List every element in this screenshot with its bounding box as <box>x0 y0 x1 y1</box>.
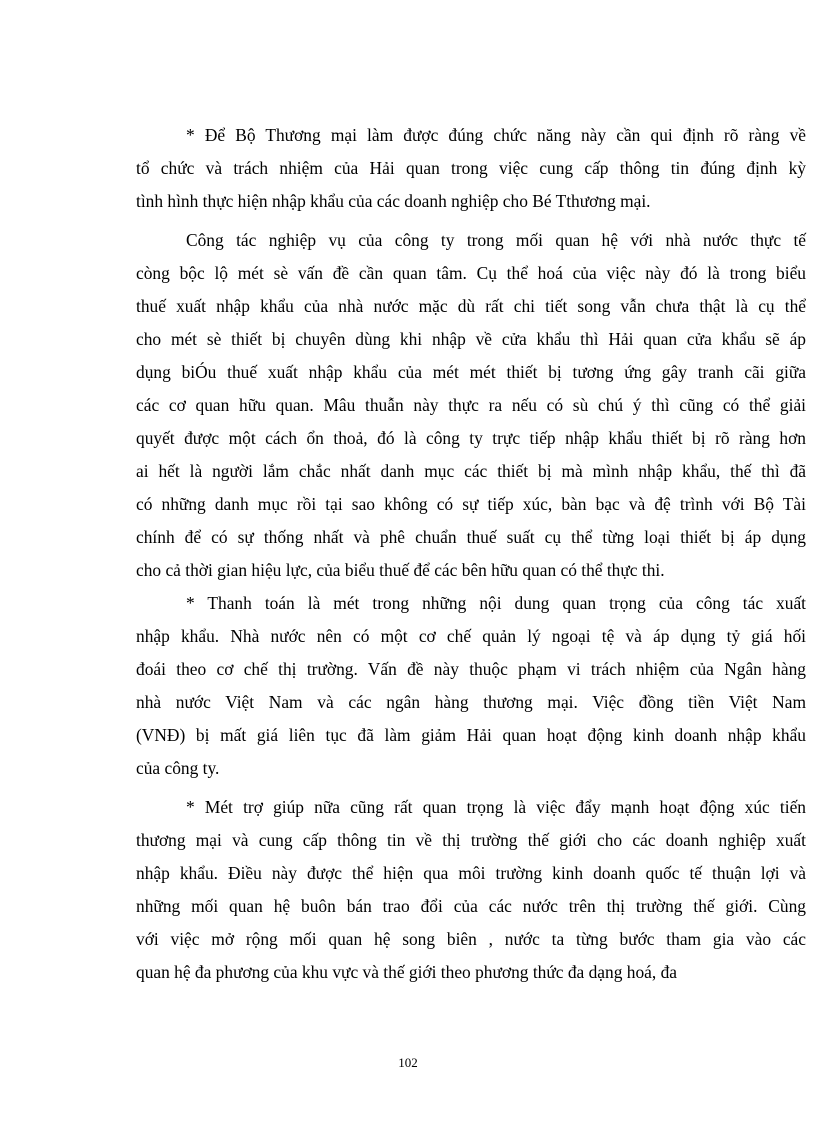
text-line: cho mét sè thiết bị chuyên dùng khi nhập về cửa khẩu thì Hải quan cửa khẩu sẽ áp <box>136 329 806 349</box>
text-line: thuế xuất nhập khẩu của nhà nước mặc dù rất chi tiết song vẫn chưa thật là cụ thể <box>136 296 806 316</box>
text-line: quan hệ đa phương của khu vực và thế giới theo phương thức đa dạng hoá, đa <box>136 962 677 982</box>
text-line: nhập khẩu. Điều này được thể hiện qua môi trường kinh doanh quốc tế thuận lợi và <box>136 863 806 883</box>
text-line: nhập khẩu. Nhà nước nên có một cơ chế quản lý ngoại tệ và áp dụng tỷ giá hối <box>136 626 806 646</box>
text-line: những mối quan hệ buôn bán trao đổi của các nước trên thị trường thế giới. Cùng <box>136 896 806 916</box>
text-line: các cơ quan hữu quan. Mâu thuẫn này thực ra nếu có sù chú ý thì cũng có thể giải <box>136 395 806 415</box>
text-line: ai hết là người lắm chắc nhất danh mục các thiết bị mà mình nhập khẩu, thế thì đã <box>136 461 806 481</box>
text-line: cho cả thời gian hiệu lực, của biểu thuế để các bên hữu quan có thể thực thi. <box>136 560 665 580</box>
text-line: thương mại và cung cấp thông tin về thị trường thế giới cho các doanh nghiệp xuất <box>136 830 806 850</box>
text-line: có những danh mục rồi tại sao không có sự tiếp xúc, bàn bạc và đệ trình với Bộ Tài <box>136 494 806 514</box>
text-line: đoái theo cơ chế thị trường. Vấn đề này thuộc phạm vi trách nhiệm của Ngân hàng <box>136 659 806 679</box>
text-line: quyết được một cách ổn thoả, đó là công ty trực tiếp nhập khẩu thiết bị rõ ràng hơn <box>136 428 806 448</box>
text-line: với việc mở rộng mối quan hệ song biên , nước ta từng bước tham gia vào các <box>136 929 806 949</box>
text-line: * Để Bộ Thương mại làm được đúng chức năng này cần qui định rõ ràng về <box>186 125 806 145</box>
text-line: của công ty. <box>136 758 220 778</box>
text-line: tình hình thực hiện nhập khẩu của các doanh nghiệp cho Bé Tthương mại. <box>136 191 651 211</box>
text-line: còng bộc lộ mét sè vấn đề cần quan tâm. Cụ thể hoá của việc này đó là trong biểu <box>136 263 806 283</box>
text-line: (VNĐ) bị mất giá liên tục đã làm giảm Hải quan hoạt động kinh doanh nhập khẩu <box>136 725 806 745</box>
text-line: * Mét trợ giúp nữa cũng rất quan trọng là việc đẩy mạnh hoạt động xúc tiến <box>186 797 806 817</box>
text-line: Công tác nghiệp vụ của công ty trong mối quan hệ với nhà nước thực tế <box>186 230 806 250</box>
text-line: chính để có sự thống nhất và phê chuẩn thuế suất cụ thể từng loại thiết bị áp dụng <box>136 527 806 547</box>
text-line: tổ chức và trách nhiệm của Hải quan trong việc cung cấp thông tin đúng định kỳ <box>136 158 806 178</box>
text-line: dụng biÓu thuế xuất nhập khẩu của mét mét thiết bị tương ứng gây tranh cãi giữa <box>136 362 806 382</box>
page-number: 102 <box>398 1055 418 1070</box>
text-line: nhà nước Việt Nam và các ngân hàng thương mại. Việc đồng tiền Việt Nam <box>136 692 806 712</box>
text-line: * Thanh toán là mét trong những nội dung quan trọng của công tác xuất <box>186 593 806 613</box>
